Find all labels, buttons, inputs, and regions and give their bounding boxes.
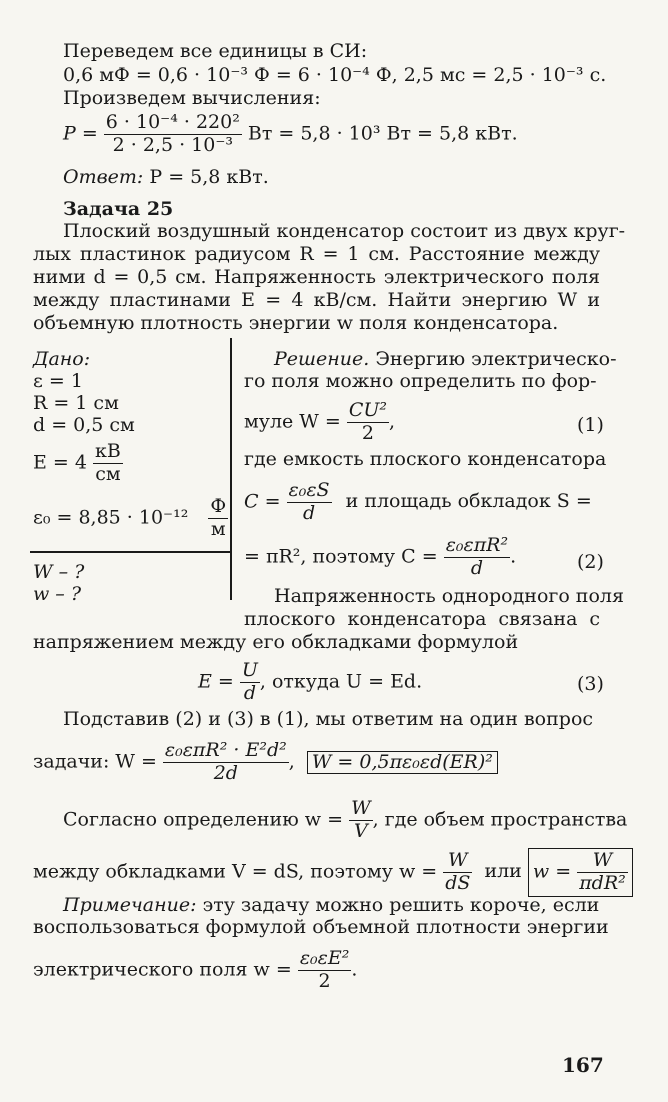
density-result-denominator: dS: [445, 871, 471, 894]
task-line-1: Плоский воздушный конденсатор состоит из двух круг-: [63, 220, 626, 242]
density-answer-denominator: πdR²: [579, 871, 626, 894]
density-definition-fraction: [349, 798, 373, 843]
density-result-lhs: между обкладками V = dS, поэтому w =: [33, 860, 438, 883]
power-numerator: 6 · 10⁻⁴ · 220²: [105, 111, 240, 133]
given-field-unit-den: см: [95, 462, 121, 485]
note-formula: [33, 948, 357, 993]
field-denominator: d: [243, 681, 256, 704]
capacitance-full-lhs: = πR², поэтому C =: [244, 545, 438, 568]
note-numerator: ε₀εE²: [299, 947, 350, 969]
given-field: [33, 441, 123, 486]
field-numerator: U: [241, 659, 258, 681]
given-divider-vertical: [230, 338, 232, 600]
note-denominator: 2: [318, 969, 331, 992]
energy-result-comma: ,: [288, 750, 295, 773]
field-formula-lhs: E =: [198, 670, 234, 693]
density-result-numerator: W: [443, 850, 472, 873]
capacitance-formula: [244, 480, 592, 525]
field-formula: [198, 660, 422, 705]
given-eps0-unit: [208, 496, 228, 541]
find-W: W – ?: [33, 561, 85, 583]
capacitance-fraction: [287, 480, 332, 525]
given-radius: R = 1 см: [33, 392, 119, 414]
note-label: Примечание:: [63, 894, 197, 916]
units-intro: Переведем все единицы в СИ:: [63, 40, 368, 62]
given-eps0-lhs: ε₀ = 8,85 · 10⁻¹²: [33, 506, 189, 529]
calc-intro: Произведем вычисления:: [63, 87, 321, 109]
energy-formula-lhs: муле W =: [244, 410, 341, 433]
solution-line-7: Напряженность однородного поля: [274, 585, 624, 607]
given-field-lhs: E = 4: [33, 451, 87, 474]
density-result-fraction: [443, 850, 472, 895]
find-w: w – ?: [33, 583, 82, 605]
units-conversion: 0,6 мФ = 0,6 · 10⁻³ Ф = 6 · 10⁻⁴ Ф, 2,5 мс = 2,5 · 10⁻³ с.: [63, 64, 607, 86]
density-definition-denominator: V: [353, 819, 368, 842]
page-number: 167: [562, 1053, 604, 1077]
energy-formula: [244, 400, 395, 445]
energy-result-lhs: задачи: W =: [33, 750, 157, 773]
eq-number-2: (2): [577, 551, 604, 573]
density-answer-box: [528, 848, 633, 897]
density-definition: [63, 798, 627, 843]
density-answer-lhs: w =: [532, 860, 572, 883]
energy-result: [33, 740, 498, 785]
solution-label: Решение.: [274, 348, 370, 370]
note-fraction: [298, 948, 352, 993]
note-formula-lhs: электрического поля w =: [33, 958, 292, 981]
capacitance-full-fraction: [444, 535, 510, 580]
field-formula-tail: , откуда U = Ed.: [259, 670, 423, 693]
energy-result-fraction: [163, 740, 289, 785]
given-field-unit-num: кВ: [95, 440, 121, 462]
energy-denominator: 2: [361, 421, 374, 444]
energy-answer-box: W = 0,5πε₀εd(ER)²: [307, 751, 498, 774]
energy-numerator: CU²: [348, 399, 388, 421]
eq-number-1: (1): [577, 414, 604, 436]
note-line-1: [63, 896, 599, 915]
solution-line-1: [274, 350, 617, 369]
note-formula-tail: .: [351, 958, 358, 981]
capacitance-tail: и площадь обкладок S =: [345, 490, 592, 513]
answer-label: Ответ:: [63, 166, 144, 188]
answer-line: [63, 168, 269, 187]
energy-fraction: [347, 400, 389, 445]
solution-line-11: Подставив (2) и (3) в (1), мы ответим на один вопрос: [63, 708, 594, 730]
task-line-3: ними d = 0,5 см. Напряженность электрического поля: [33, 266, 600, 288]
given-eps0-unit-num: Ф: [210, 495, 227, 517]
capacitance-numerator: ε₀εS: [288, 479, 330, 501]
given-field-unit: [93, 441, 123, 486]
power-equation: [63, 112, 518, 157]
capacitance-denominator: d: [302, 501, 316, 524]
power-lhs: P =: [63, 122, 98, 145]
power-denominator: 2 · 2,5 · 10⁻³: [112, 133, 233, 156]
task-line-4: между пластинами E = 4 кВ/см. Найти энергию W и: [33, 289, 600, 311]
given-eps0-unit-den: м: [210, 517, 226, 540]
given-divider-horizontal: [30, 551, 230, 553]
energy-formula-tail: ,: [389, 410, 396, 433]
note-line-2: воспользоваться формулой объемной плотности энергии: [33, 916, 609, 938]
density-definition-lhs: Согласно определению w =: [63, 808, 344, 831]
capacitance-lhs: C =: [244, 490, 281, 513]
power-fraction: [104, 112, 242, 157]
given-label: Дано:: [33, 348, 91, 370]
solution-line-9: напряжением между его обкладками формулой: [33, 631, 519, 653]
task-line-5: объемную плотность энергии w поля конденсатора.: [33, 312, 559, 334]
note-line-1-text: эту задачу можно решить короче, если: [202, 894, 600, 916]
power-rhs: Вт = 5,8 · 10³ Вт = 5,8 кВт.: [247, 122, 518, 145]
energy-result-denominator: 2d: [213, 761, 238, 784]
density-result: [33, 848, 633, 897]
density-definition-tail: , где объем пространства: [372, 808, 628, 831]
energy-result-numerator: ε₀επR² · E²d²: [164, 739, 287, 761]
given-eps: ε = 1: [33, 370, 83, 392]
solution-line-1-text: Энергию электрическо-: [375, 348, 617, 370]
field-fraction: [240, 660, 260, 705]
capacitance-full-numerator: ε₀επR²: [445, 534, 509, 556]
task-line-2: лых пластинок радиусом R = 1 см. Расстояние между: [33, 243, 600, 265]
density-definition-numerator: W: [351, 797, 371, 819]
capacitance-full: [244, 535, 516, 580]
solution-line-2: го поля можно определить по фор-: [244, 370, 597, 392]
given-distance: d = 0,5 см: [33, 414, 135, 436]
given-eps0: [33, 496, 228, 541]
solution-line-8: плоского конденсатора связана с: [244, 608, 600, 630]
task-title: Задача 25: [63, 198, 174, 220]
density-result-or: или: [484, 860, 522, 883]
answer-value: P = 5,8 кВт.: [149, 166, 269, 188]
eq-number-3: (3): [577, 673, 604, 695]
density-answer-numerator: W: [577, 850, 628, 873]
capacitance-full-tail: .: [510, 545, 517, 568]
density-answer-fraction: [577, 850, 628, 895]
capacitance-full-denominator: d: [470, 556, 483, 579]
solution-line-4: где емкость плоского конденсатора: [244, 448, 607, 470]
